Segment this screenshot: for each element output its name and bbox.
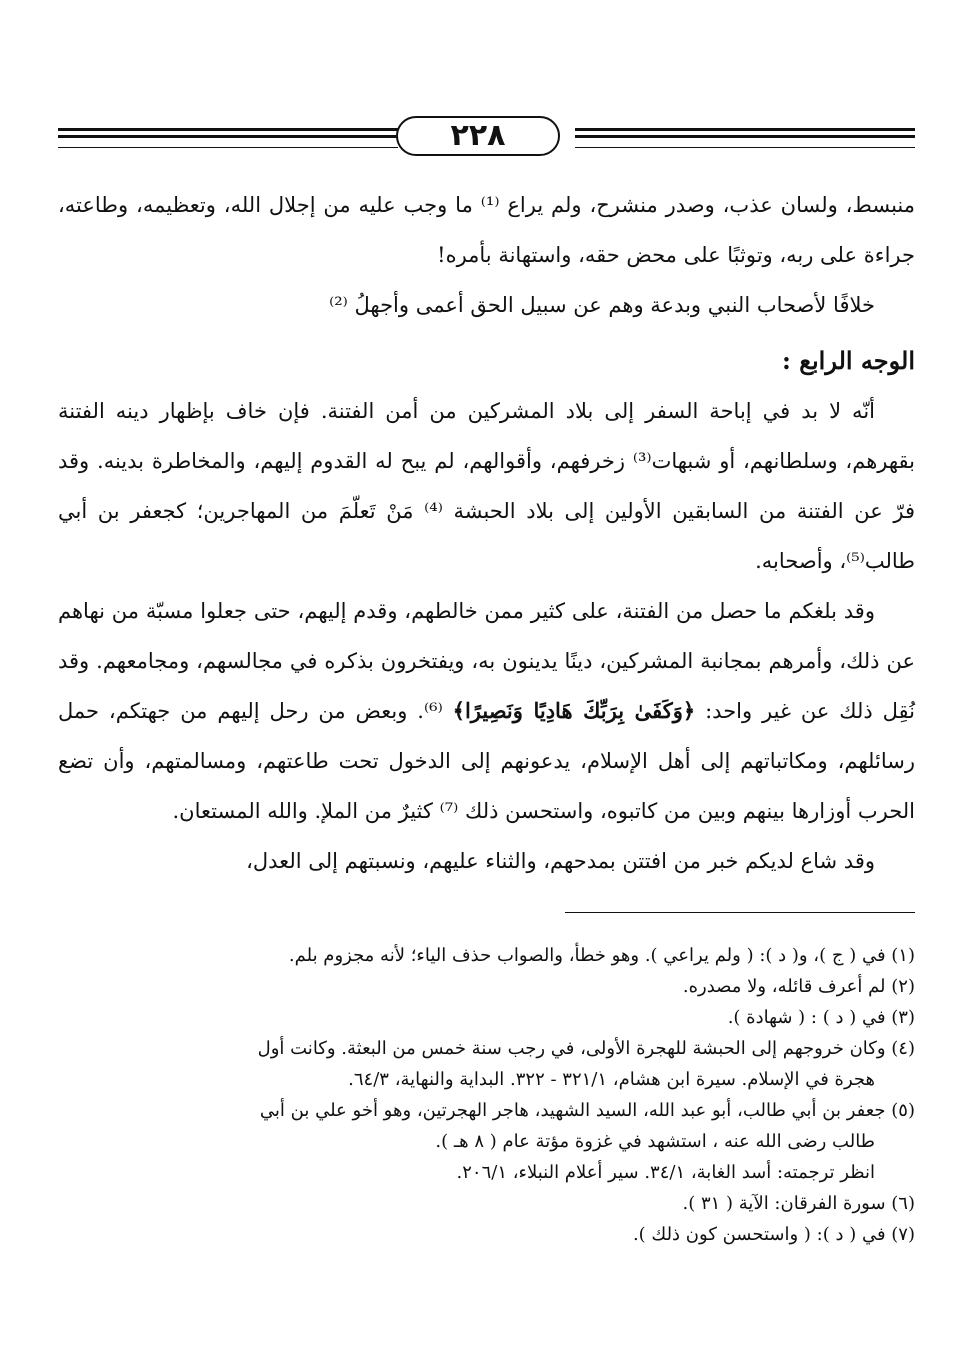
footnote-5-ref: انظر ترجمته: أسد الغابة، ٣٤/١. سير أعلام النبلاء، ٢٠٦/١.: [456, 1162, 875, 1183]
footnote-separator: [565, 912, 915, 913]
section-heading: الوجه الرابع :: [782, 346, 915, 375]
footnote-3: (٣) في ( د ) : ( شهادة ).: [727, 1007, 915, 1028]
footnote-1: (١) في ( ج )، و( د ): ( ولم يراعي ). وهو خطأ، والصواب حذف الياء؛ لأنه مجزوم بلم.: [288, 945, 915, 966]
page-number: ٢٢٨: [396, 116, 560, 156]
footnote-6: (٦) سورة الفرقان: الآية ( ٣١ ).: [682, 1193, 915, 1214]
footnote-5: (٥) جعفر بن أبي طالب، أبو عبد الله، السيد الشهيد، هاجر الهجرتين، وهو أخو علي بن أبي: [259, 1100, 915, 1121]
paragraph-1: منبسط، ولسان عذب، وصدر منشرح، ولم يراع ⁽¹⁾ ما وجب عليه من إجلال الله، وتعظيمه، وطاعته، جراءة على ربه، وتوثبًا على محض حقه، واستهانة بأمره!: [58, 193, 916, 267]
quran-verse: ﴿وَكَفَىٰ بِرَبِّكَ هَادِيًا وَنَصِيرًا﴾: [452, 698, 696, 723]
footnote-2: (٢) لم أعرف قائله، ولا مصدره.: [682, 976, 915, 997]
paragraph-3-start: وقد بلغكم ما حصل من الفتنة، على كثير ممن خالطهم، وقدم إليهم، حتى جعلوا مسبّة من نهاهم عن ذلك، وأمرهم بمجانبة المشركين، دينًا يدينون به، ويفتخرون بذكره في مجالسهم، ومجامعهم. وقد نُقِل ذلك عن غير واحد:: [58, 599, 916, 723]
paragraph-3: [58, 586, 915, 836]
page-header: [58, 112, 915, 162]
footnote-7: (٧) في ( د ): ( واستحسن كون ذلك ).: [632, 1224, 915, 1245]
poem-line: خلافًا لأصحاب النبي وبدعة وهم عن سبيل الحق أعمى وأجهلُ ⁽²⁾: [329, 293, 875, 317]
footnote-5-cont: طالب رضى الله عنه ، استشهد في غزوة مؤتة عام ( ٨ هـ ).: [435, 1131, 875, 1152]
footnotes: [58, 940, 915, 1250]
paragraph-4: وقد شاع لديكم خبر من افتتن بمدحهم، والثناء عليهم، ونسبتهم إلى العدل،: [246, 849, 875, 873]
main-text: [58, 180, 915, 886]
footnote-4: (٤) وكان خروجهم إلى الحبشة للهجرة الأولى، في رجب سنة خمس من البعثة. وكانت أول: [257, 1038, 915, 1059]
header-rule-left: [58, 128, 398, 148]
footnote-4-cont: هجرة في الإسلام. سيرة ابن هشام، ٣٢١/١ - ٣٢٢. البداية والنهاية، ٦٤/٣.: [348, 1069, 875, 1090]
paragraph-2: أنّه لا بد في إباحة السفر إلى بلاد المشركين من أمن الفتنة. فإن خاف بإظهار دينه الفتنة بقهرهم، وسلطانهم، أو شبهات⁽³⁾ زخرفهم، وأقوالهم، لم يبح له القدوم إليهم، والمخاطرة بدينه. وقد فرّ عن الفتنة من السابقين الأولين إلى بلاد الحبشة ⁽⁴⁾ مَنْ تَعلّمَ من المهاجرين؛ كجعفر بن أبي طالب⁽⁵⁾، وأصحابه.: [58, 399, 915, 573]
paragraph-3-end: ⁽⁶⁾. وبعض من رحل إليهم من جهتكم، حمل رسائلهم، ومكاتباتهم إلى أهل الإسلام، يدعونهم إلى الدخول تحت طاعتهم، ومسالمتهم، وأن تضع الحرب أوزارها بينهم وبين من كاتبوه، واستحسن ذلك ⁽⁷⁾ كثيرٌ من الملإ. والله المستعان.: [58, 699, 915, 823]
header-rule-right: [575, 128, 915, 148]
